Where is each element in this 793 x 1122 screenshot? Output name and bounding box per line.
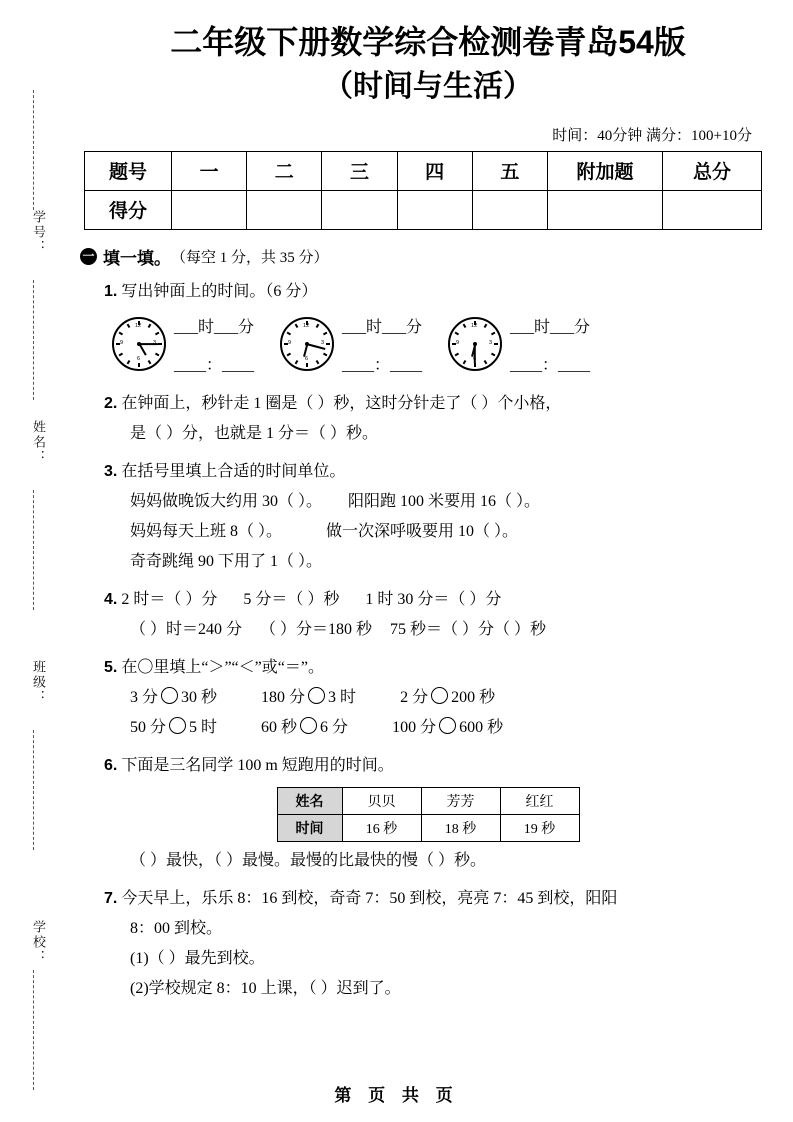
clock-answer-line1[interactable]: ___时___分 bbox=[342, 318, 423, 336]
score-cell[interactable] bbox=[172, 190, 247, 229]
table-cell: 18 秒 bbox=[421, 814, 500, 841]
table-row bbox=[277, 787, 579, 814]
q3-item-e[interactable]: 奇奇跳绳 90 下用了 1（ ）。 bbox=[130, 552, 323, 570]
clock-answer-line2[interactable]: ____：____ bbox=[510, 356, 591, 374]
q5-right-1: 30 秒 bbox=[181, 688, 218, 706]
side-label-class: 班级： bbox=[31, 660, 46, 705]
question-5 bbox=[104, 653, 778, 743]
q5-left-3: 2 分 bbox=[400, 688, 429, 706]
question-5-text: 在〇里填上“＞”“＜”或“＝”。 bbox=[121, 658, 324, 676]
side-label-student-id: 学号： bbox=[31, 210, 46, 255]
page-title bbox=[78, 22, 778, 106]
q5-left-5: 60 秒 bbox=[261, 718, 298, 736]
question-4 bbox=[104, 585, 778, 645]
question-1 bbox=[104, 277, 778, 307]
question-3-row-1 bbox=[130, 487, 778, 517]
title-line-1: 二年级下册数学综合检测卷青岛54版 bbox=[170, 24, 686, 60]
question-2-number: 2. bbox=[104, 394, 118, 412]
score-row-label: 得分 bbox=[85, 190, 172, 229]
question-1-number: 1. bbox=[104, 282, 118, 300]
score-cell[interactable] bbox=[548, 190, 663, 229]
section-hint: （每空 1 分，共 35 分） bbox=[171, 249, 329, 266]
table-header-cell: 红红 bbox=[500, 787, 579, 814]
clock-item-3 bbox=[448, 313, 590, 381]
table-header-cell: 贝贝 bbox=[342, 787, 421, 814]
clock-answer-3[interactable] bbox=[510, 313, 590, 381]
clock-row bbox=[112, 313, 778, 381]
page-footer: 第 页 共 页 bbox=[334, 1086, 459, 1105]
score-cell[interactable] bbox=[397, 190, 472, 229]
clock-answer-line2[interactable]: ____：____ bbox=[174, 356, 255, 374]
score-cell[interactable] bbox=[322, 190, 397, 229]
question-6-text: 下面是三名同学 100 m 短跑用的时间。 bbox=[121, 756, 394, 774]
clock-answer-1[interactable] bbox=[174, 313, 254, 381]
question-4-row-2 bbox=[130, 615, 778, 645]
q3-item-a[interactable]: 妈妈做晚饭大约用 30（ ）。 bbox=[130, 492, 323, 510]
question-2-line-1[interactable]: 在钟面上，秒针走 1 圈是（ ）秒，这时分针走了（ ）个小格， bbox=[121, 394, 562, 412]
side-label-name: 姓名： bbox=[31, 420, 46, 465]
score-header-cell: 五 bbox=[472, 151, 547, 190]
score-header-cell: 题号 bbox=[85, 151, 172, 190]
score-header-cell: 三 bbox=[322, 151, 397, 190]
question-6-answer[interactable] bbox=[104, 846, 778, 876]
question-6 bbox=[104, 751, 778, 781]
question-7-line-2: 8：00 到校。 bbox=[130, 919, 223, 937]
question-1-text: 写出钟面上的时间。（6 分） bbox=[121, 282, 318, 300]
question-2 bbox=[104, 389, 778, 449]
score-header-cell: 总分 bbox=[663, 151, 762, 190]
clock-face-icon: 12 6 9 bbox=[112, 317, 166, 371]
q3-item-b[interactable]: 阳阳跑 100 米要用 16（ ）。 bbox=[348, 492, 541, 510]
q4-item-b[interactable]: 5 分＝（ ）秒 bbox=[243, 590, 340, 608]
q5-left-1: 3 分 bbox=[130, 688, 159, 706]
q3-item-c[interactable]: 妈妈每天上班 8（ ）。 bbox=[130, 522, 283, 540]
q6-answer-line[interactable]: （ ）最快，（ ）最慢。最慢的比最快的慢（ ）秒。 bbox=[130, 851, 487, 869]
exam-meta: 时间：40分钟 满分：100+10分 bbox=[552, 127, 752, 144]
sprint-time-table bbox=[277, 787, 580, 842]
table-header-cell: 芳芳 bbox=[421, 787, 500, 814]
table-cell: 16 秒 bbox=[342, 814, 421, 841]
clock-answer-line2[interactable]: ____：____ bbox=[342, 356, 423, 374]
question-2-line-2[interactable]: 是（ ）分，也就是 1 分＝（ ）秒。 bbox=[130, 424, 379, 442]
clock-answer-line1[interactable]: ___时___分 bbox=[510, 318, 591, 336]
q4-item-d[interactable]: （ ）时＝240 分 bbox=[130, 620, 243, 638]
section-1-heading bbox=[80, 244, 778, 269]
q5-right-5: 6 分 bbox=[320, 718, 349, 736]
score-header-cell: 附加题 bbox=[548, 151, 663, 190]
score-header-cell: 四 bbox=[397, 151, 472, 190]
question-5-row-2 bbox=[130, 713, 778, 743]
question-7 bbox=[104, 884, 778, 1004]
question-4-number: 4. bbox=[104, 590, 118, 608]
q5-right-6: 600 秒 bbox=[459, 718, 504, 736]
compare-circle[interactable] bbox=[308, 687, 325, 704]
side-label-school: 学校： bbox=[31, 920, 46, 965]
table-row bbox=[85, 190, 762, 229]
section-marker: 一 bbox=[80, 248, 97, 265]
compare-circle[interactable] bbox=[439, 717, 456, 734]
table-row-label: 时间 bbox=[277, 814, 342, 841]
question-7-number: 7. bbox=[104, 889, 118, 907]
q5-right-3: 200 秒 bbox=[451, 688, 496, 706]
q4-item-f[interactable]: 75 秒＝（ ）分（ ）秒 bbox=[390, 620, 547, 638]
score-table bbox=[84, 151, 762, 230]
q5-right-4: 5 时 bbox=[189, 718, 218, 736]
question-7-line-1: 今天早上，乐乐 8：16 到校，奇奇 7：50 到校，亮亮 7：45 到校，阳阳 bbox=[121, 889, 618, 907]
compare-circle[interactable] bbox=[161, 687, 178, 704]
section-label: 填一填。 bbox=[103, 248, 171, 268]
q3-item-d[interactable]: 做一次深呼吸要用 10（ ）。 bbox=[326, 522, 519, 540]
question-3-row-2 bbox=[130, 517, 778, 547]
table-row bbox=[85, 151, 762, 190]
clock-face-icon: 12 3 6 9 bbox=[280, 317, 334, 371]
q4-item-e[interactable]: （ ）分＝180 秒 bbox=[260, 620, 373, 638]
q4-item-c[interactable]: 1 时 30 分＝（ ）分 bbox=[365, 590, 502, 608]
clock-face-icon: 12 3 9 bbox=[448, 317, 502, 371]
score-cell[interactable] bbox=[247, 190, 322, 229]
q5-left-6: 100 分 bbox=[392, 718, 437, 736]
table-row bbox=[277, 814, 579, 841]
question-7-sub-2[interactable]: (2)学校规定 8：10 上课，（ ）迟到了。 bbox=[130, 979, 401, 997]
clock-answer-line1[interactable]: ___时___分 bbox=[174, 318, 255, 336]
score-cell[interactable] bbox=[663, 190, 762, 229]
question-5-number: 5. bbox=[104, 658, 118, 676]
q5-left-4: 50 分 bbox=[130, 718, 167, 736]
question-6-number: 6. bbox=[104, 756, 118, 774]
title-line-2: （时间与生活） bbox=[323, 70, 533, 103]
question-5-row-1 bbox=[130, 683, 778, 713]
clock-item-1 bbox=[112, 313, 254, 381]
clock-answer-2[interactable] bbox=[342, 313, 422, 381]
question-3-row-3 bbox=[130, 547, 778, 577]
compare-circle[interactable] bbox=[169, 717, 186, 734]
question-7-sub-1[interactable]: (1)（ ）最先到校。 bbox=[130, 949, 265, 967]
compare-circle[interactable] bbox=[431, 687, 448, 704]
question-3-text: 在括号里填上合适的时间单位。 bbox=[121, 462, 346, 480]
q5-right-2: 3 时 bbox=[328, 688, 357, 706]
question-3-number: 3. bbox=[104, 462, 118, 480]
q4-item-a[interactable]: 2 时＝（ ）分 bbox=[121, 590, 218, 608]
score-header-cell: 二 bbox=[247, 151, 322, 190]
side-label-column bbox=[22, 90, 48, 1070]
compare-circle[interactable] bbox=[300, 717, 317, 734]
table-header-cell: 姓名 bbox=[277, 787, 342, 814]
score-cell[interactable] bbox=[472, 190, 547, 229]
q5-left-2: 180 分 bbox=[261, 688, 306, 706]
question-3 bbox=[104, 457, 778, 577]
clock-item-2 bbox=[280, 313, 422, 381]
table-cell: 19 秒 bbox=[500, 814, 579, 841]
score-header-cell: 一 bbox=[172, 151, 247, 190]
